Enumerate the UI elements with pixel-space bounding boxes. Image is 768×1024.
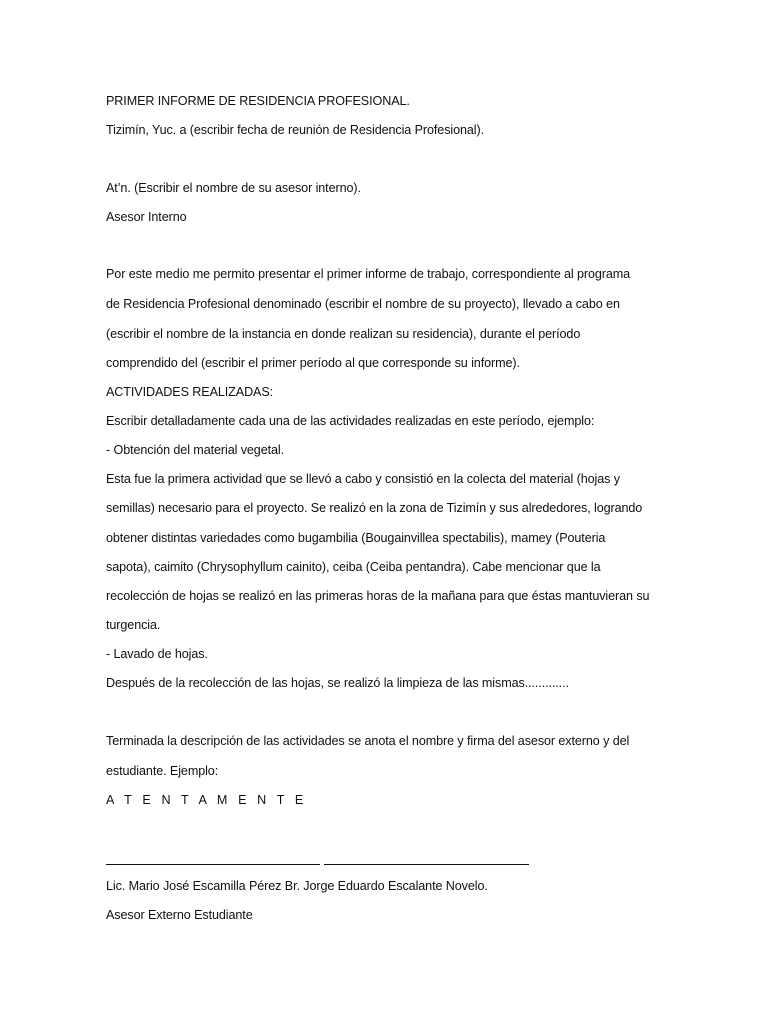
intro-paragraph-line: de Residencia Profesional denominado (escribir el nombre de su proyecto), llevado a cabo en <box>106 297 620 311</box>
intro-paragraph-line: comprendido del (escribir el primer período al que corresponde su informe). <box>106 356 520 370</box>
document-title: PRIMER INFORME DE RESIDENCIA PROFESIONAL. <box>106 94 410 108</box>
external-advisor-signature-line <box>106 864 320 865</box>
activity-2-title: - Lavado de hojas. <box>106 647 208 661</box>
signature-roles: Asesor Externo Estudiante <box>106 908 253 922</box>
closing-line: estudiante. Ejemplo: <box>106 764 219 778</box>
advisor-role: Asesor Interno <box>106 210 187 224</box>
signature-names: Lic. Mario José Escamilla Pérez Br. Jorge Eduardo Escalante Novelo. <box>106 879 488 893</box>
activities-instruction: Escribir detalladamente cada una de las actividades realizadas en este período, ejemplo: <box>106 414 595 428</box>
place-date-line: Tizimín, Yuc. a (escribir fecha de reunión de Residencia Profesional). <box>106 123 485 137</box>
salutation: A T E N T A M E N T E <box>106 793 307 807</box>
activity-1-line: semillas) necesario para el proyecto. Se realizó en la zona de Tizimín y sus alrededores, logrando <box>106 501 643 515</box>
attention-line: At’n. (Escribir el nombre de su asesor interno). <box>106 181 361 195</box>
activities-heading: ACTIVIDADES REALIZADAS: <box>106 385 274 399</box>
intro-paragraph-line: (escribir el nombre de la instancia en donde realizan su residencia), durante el período <box>106 327 581 341</box>
closing-line: Terminada la descripción de las actividades se anota el nombre y firma del asesor externo y del <box>106 734 630 748</box>
activity-1-line: Esta fue la primera actividad que se llevó a cabo y consistió en la colecta del material (hojas y <box>106 472 620 486</box>
activity-1-line: obtener distintas variedades como bugambilia (Bougainvillea spectabilis), mamey (Pouteria <box>106 531 606 545</box>
activity-1-line: sapota), caimito (Chrysophyllum cainito), ceiba (Ceiba pentandra). Cabe mencionar que la <box>106 560 601 574</box>
activity-1-line: recolección de hojas se realizó en las primeras horas de la mañana para que éstas mantuvieran su <box>106 589 650 603</box>
intro-paragraph-line: Por este medio me permito presentar el primer informe de trabajo, correspondiente al programa <box>106 267 631 281</box>
activity-1-line: turgencia. <box>106 618 161 632</box>
student-signature-line <box>324 864 529 865</box>
activity-1-title: - Obtención del material vegetal. <box>106 443 285 457</box>
activity-2-line: Después de la recolección de las hojas, se realizó la limpieza de las mismas............. <box>106 676 569 690</box>
